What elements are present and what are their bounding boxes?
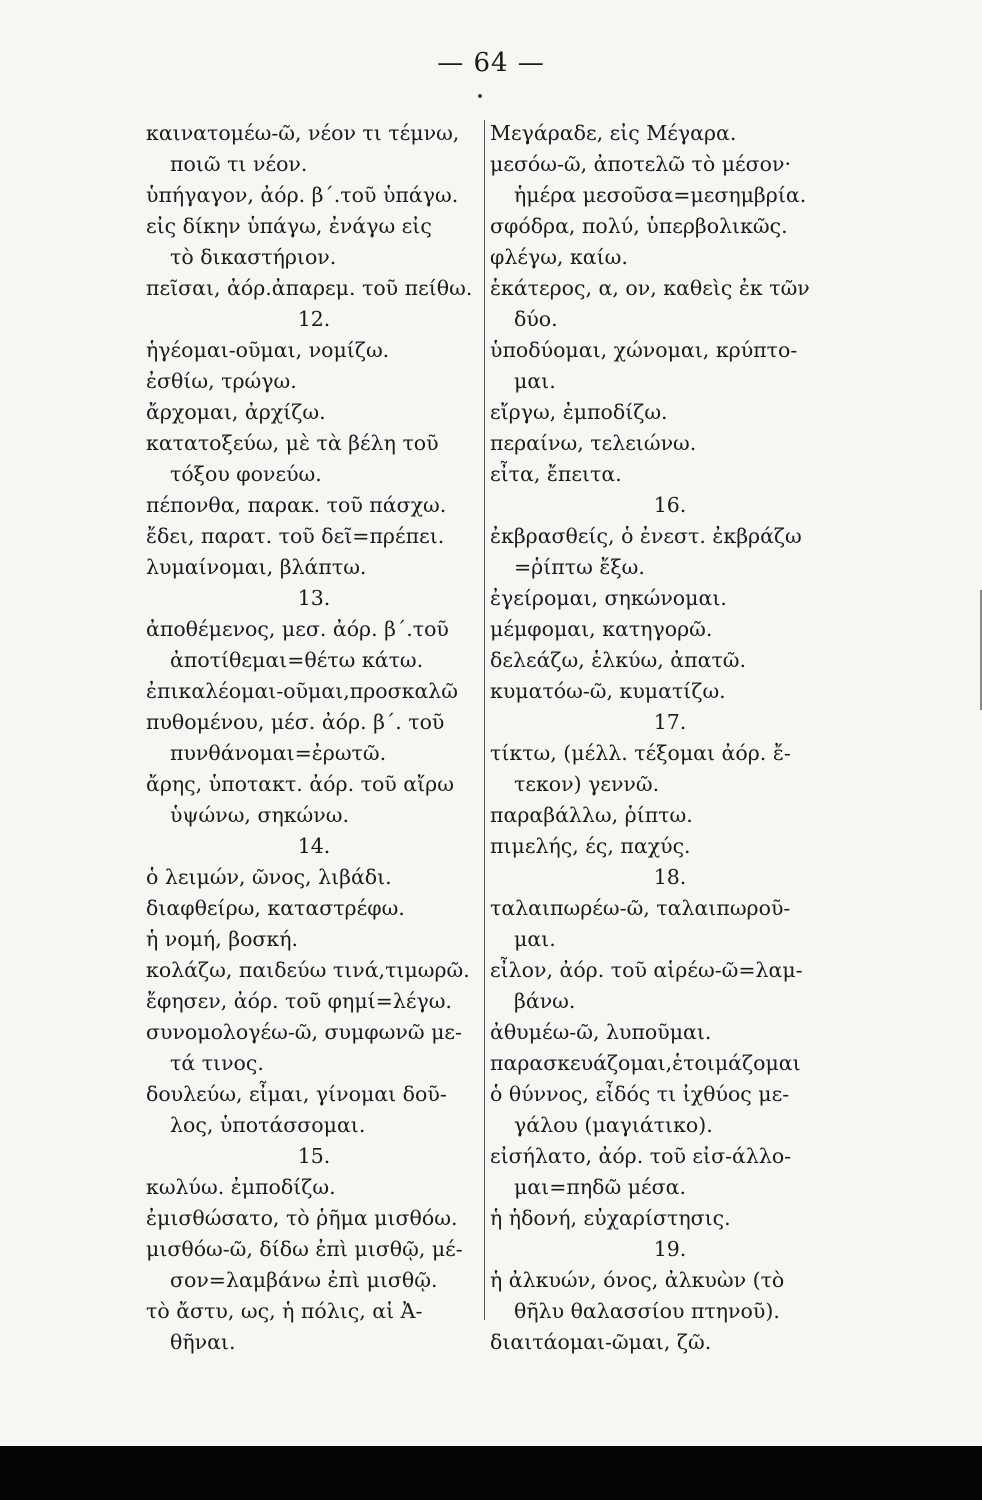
glossary-line: ἀθυμέω-ῶ, λυποῦμαι. xyxy=(490,1020,712,1044)
glossary-line: παραβάλλω, ῥίπτω. xyxy=(490,803,693,827)
glossary-line: θῆλυ θαλασσίου πτηνοῦ). xyxy=(514,1299,780,1323)
glossary-line: ἐπικαλέομαι-οῦμαι,προσκαλῶ xyxy=(146,679,459,703)
glossary-line: μαι=πηδῶ μέσα. xyxy=(514,1175,687,1199)
section-number: 15. xyxy=(297,1144,331,1168)
column-divider xyxy=(484,120,485,1320)
scan-border xyxy=(0,1446,982,1500)
glossary-line: τεκον) γεννῶ. xyxy=(514,772,660,796)
glossary-line: εἰσήλατο, ἀόρ. τοῦ εἰσ-άλλο- xyxy=(490,1144,792,1168)
glossary-line: τὸ ἄστυ, ως, ἡ πόλις, αἱ Ἀ- xyxy=(146,1299,423,1323)
glossary-line: βάνω. xyxy=(514,989,576,1013)
glossary-line: ὁ λειμών, ῶνος, λιβάδι. xyxy=(146,865,392,889)
glossary-line: πυνθάνομαι=ἐρωτῶ. xyxy=(170,741,387,765)
glossary-line: δελεάζω, ἑλκύω, ἀπατῶ. xyxy=(490,648,747,672)
glossary-line: ἔφησεν, ἀόρ. τοῦ φημί=λέγω. xyxy=(146,989,452,1013)
glossary-line: μαι. xyxy=(514,927,556,951)
glossary-line: ἐγείρομαι, σηκώνομαι. xyxy=(490,586,727,610)
glossary-line: μέμφομαι, κατηγορῶ. xyxy=(490,617,713,641)
glossary-line: ποιῶ τι νέον. xyxy=(170,152,308,176)
glossary-line: λος, ὑποτάσσομαι. xyxy=(170,1113,366,1137)
glossary-line: ἡγέομαι-οῦμαι, νομίζω. xyxy=(146,338,390,362)
glossary-line: κυματόω-ῶ, κυματίζω. xyxy=(490,679,726,703)
glossary-line: θῆναι. xyxy=(170,1330,236,1354)
ink-dot xyxy=(478,94,482,98)
glossary-line: τόξου φονεύω. xyxy=(170,462,322,486)
glossary-line: ἡμέρα μεσοῦσα=μεσημβρία. xyxy=(514,183,807,207)
glossary-line: λυμαίνομαι, βλάπτω. xyxy=(146,555,367,579)
glossary-line: ἀποτίθεμαι=θέτω κάτω. xyxy=(170,648,424,672)
glossary-line: ἡ ἡδονή, εὐχαρίστησις. xyxy=(490,1206,731,1230)
glossary-line: πυθομένου, μέσ. ἀόρ. β΄. τοῦ xyxy=(146,710,445,734)
glossary-line: καινατομέω-ῶ, νέον τι τέμνω, xyxy=(146,121,460,145)
glossary-line: εἶτα, ἔπειτα. xyxy=(490,462,622,486)
glossary-line: σον=λαμβάνω ἐπὶ μισθῷ. xyxy=(170,1268,438,1292)
glossary-line: φλέγω, καίω. xyxy=(490,245,628,269)
glossary-line: εἶλον, ἀόρ. τοῦ αἱρέω-ῶ=λαμ- xyxy=(490,958,803,982)
glossary-line: ἡ ἀλκυών, όνος, ἀλκυὼν (τὸ xyxy=(490,1268,785,1292)
glossary-line: =ῥίπτω ἔξω. xyxy=(514,555,645,579)
glossary-line: πεῖσαι, ἀόρ.ἀπαρεμ. τοῦ πείθω. xyxy=(146,276,473,300)
glossary-line: γάλου (μαγιάτικο). xyxy=(514,1113,713,1137)
glossary-line: ἐμισθώσατο, τὸ ῥῆμα μισθόω. xyxy=(146,1206,458,1230)
glossary-line: ἄρχομαι, ἀρχίζω. xyxy=(146,400,326,424)
section-number: 12. xyxy=(297,307,331,331)
section-number: 16. xyxy=(653,493,687,517)
glossary-line: ἔδει, παρατ. τοῦ δεῖ=πρέπει. xyxy=(146,524,445,548)
glossary-line: μισθόω-ῶ, δίδω ἐπὶ μισθῷ, μέ- xyxy=(146,1237,463,1261)
glossary-line: ἐκβρασθείς, ὁ ἐνεστ. ἐκβράζω xyxy=(490,524,802,548)
glossary-line: κολάζω, παιδεύω τινά,τιμωρῶ. xyxy=(146,958,470,982)
glossary-line: ἡ νομή, βοσκή. xyxy=(146,927,299,951)
glossary-line: μεσόω-ῶ, ἀποτελῶ τὸ μέσον· xyxy=(490,152,791,176)
glossary-line: ταλαιπωρέω-ῶ, ταλαιπωροῦ- xyxy=(490,896,791,920)
section-number: 17. xyxy=(653,710,687,734)
section-number: 18. xyxy=(653,865,687,889)
glossary-line: διαφθείρω, καταστρέφω. xyxy=(146,896,405,920)
page-number: — 64 — xyxy=(437,48,545,78)
glossary-line: τὸ δικαστήριον. xyxy=(170,245,337,269)
glossary-line: πιμελής, ές, παχύς. xyxy=(490,834,691,858)
glossary-line: κατατοξεύω, μὲ τὰ βέλη τοῦ xyxy=(146,431,439,455)
glossary-line: εἴργω, ἐμποδίζω. xyxy=(490,400,668,424)
glossary-line: ὑψώνω, σηκώνω. xyxy=(170,803,349,827)
glossary-line: ἐσθίω, τρώγω. xyxy=(146,369,297,393)
glossary-line: ὑπήγαγον, ἀόρ. β΄.τοῦ ὑπάγω. xyxy=(146,183,459,207)
glossary-line: τίκτω, (μέλλ. τέξομαι ἀόρ. ἔ- xyxy=(490,741,791,765)
glossary-line: ὑποδύομαι, χώνομαι, κρύπτο- xyxy=(490,338,798,362)
glossary-line: ἑκάτερος, α, ον, καθεὶς ἐκ τῶν xyxy=(490,276,810,300)
glossary-line: κωλύω. ἐμποδίζω. xyxy=(146,1175,336,1199)
left-column xyxy=(146,118,482,1358)
glossary-line: δουλεύω, εἶμαι, γίνομαι δοῦ- xyxy=(146,1082,447,1106)
glossary-line: σφόδρα, πολύ, ὑπερβολικῶς. xyxy=(490,214,788,238)
glossary-line: συνομολογέω-ῶ, συμφωνῶ με- xyxy=(146,1020,462,1044)
glossary-line: πέπονθα, παρακ. τοῦ πάσχω. xyxy=(146,493,447,517)
glossary-line: εἰς δίκην ὑπάγω, ἐνάγω εἰς xyxy=(146,214,432,238)
section-number: 13. xyxy=(297,586,331,610)
glossary-line: περαίνω, τελειώνω. xyxy=(490,431,697,455)
glossary-line: παρασκευάζομαι,ἑτοιμάζομαι xyxy=(490,1051,801,1075)
glossary-line: Μεγάραδε, εἰς Μέγαρα. xyxy=(490,121,737,145)
section-number: 19. xyxy=(653,1237,687,1261)
section-number: 14. xyxy=(297,834,331,858)
glossary-line: ἀποθέμενος, μεσ. ἀόρ. β΄.τοῦ xyxy=(146,617,449,641)
glossary-line: διαιτάομαι-ῶμαι, ζῶ. xyxy=(490,1330,712,1354)
glossary-line: ἄρης, ὑποτακτ. ἀόρ. τοῦ αἴρω xyxy=(146,772,454,796)
glossary-line: δύο. xyxy=(514,307,558,331)
right-column xyxy=(490,118,850,1358)
glossary-line: τά τινος. xyxy=(170,1051,264,1075)
glossary-line: μαι. xyxy=(514,369,556,393)
glossary-line: ὁ θύννος, εἶδός τι ἰχθύος με- xyxy=(490,1082,790,1106)
